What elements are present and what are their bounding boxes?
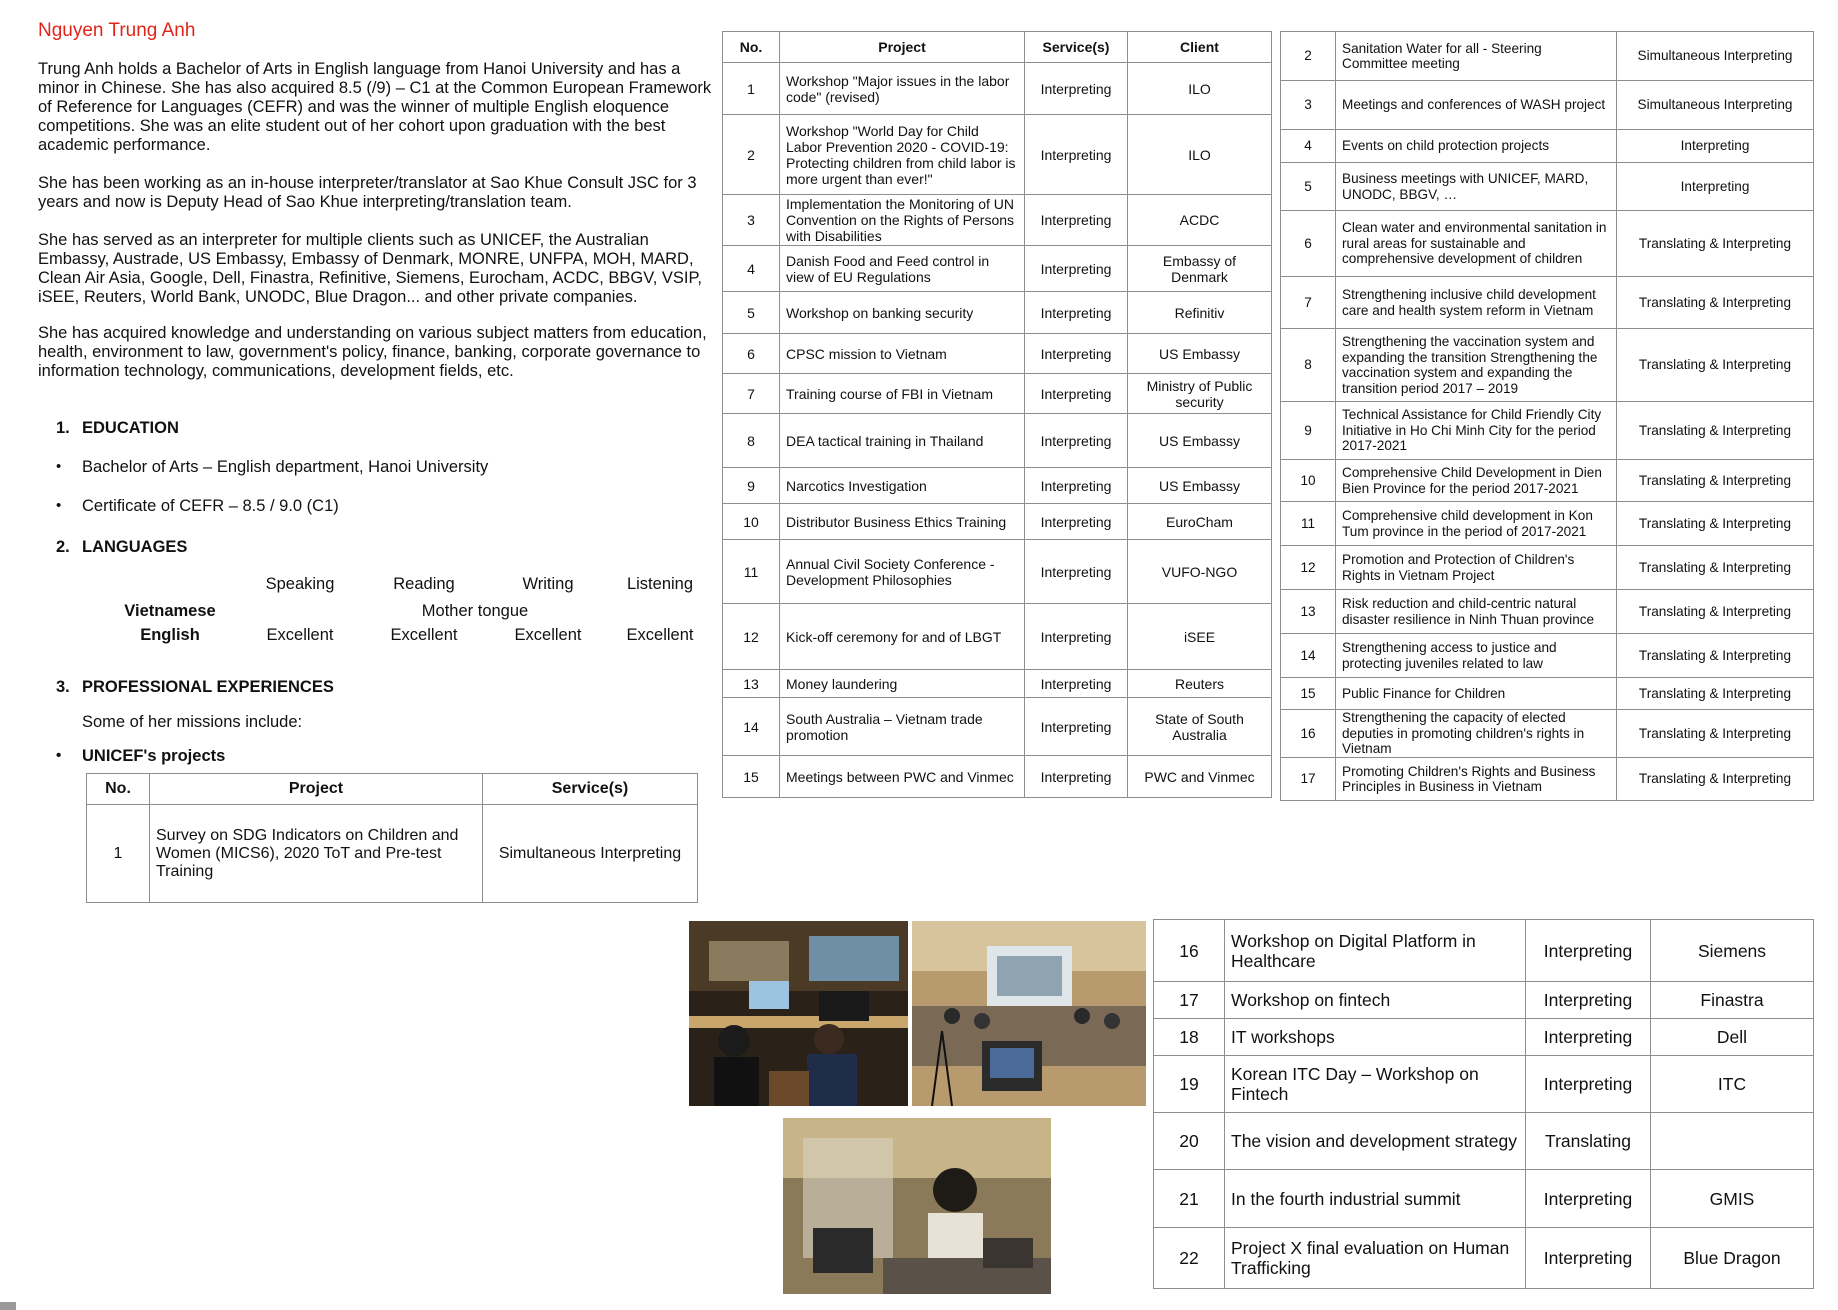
- table-row: [723, 604, 1272, 670]
- table-row: [723, 414, 1272, 468]
- table-row: [723, 195, 1272, 246]
- lang-header-writing: Writing: [522, 575, 574, 593]
- cell-project: Promotion and Protection of Children's Rights in Vietnam Project: [1336, 546, 1617, 590]
- photo-conference-room: [912, 921, 1146, 1106]
- cell-client: State of South Australia: [1128, 698, 1272, 756]
- table-row: [1154, 982, 1814, 1019]
- cell-service: Translating: [1526, 1113, 1651, 1170]
- cell-no: 14: [723, 698, 780, 756]
- table-row: [1281, 460, 1814, 502]
- table-header-row: [723, 32, 1272, 63]
- bio-paragraph-1: Trung Anh holds a Bachelor of Arts in English language from Hanoi University and has a minor in Chinese. She has also acquired 8.5 (/9) – C1 at the Common European Framework of Reference for Languages (CEFR) and was the winner of multiple English eloquence competitions. She was an elite student out of her cohort upon graduation with the best academic performance.: [38, 60, 712, 154]
- cell-project: Comprehensive child development in Kon Tum province in the period of 2017-2021: [1336, 502, 1617, 546]
- cell-no: 11: [723, 540, 780, 604]
- table-row: [1154, 1113, 1814, 1170]
- cell-service: Translating & Interpreting: [1617, 590, 1814, 634]
- cell-no: 8: [1281, 329, 1336, 402]
- cell-client: Dell: [1651, 1019, 1814, 1056]
- cell-client: US Embassy: [1128, 468, 1272, 504]
- cell-service: Interpreting: [1025, 115, 1128, 195]
- table-row: [87, 805, 698, 903]
- col-header-no: No.: [723, 32, 780, 63]
- cell-service: Simultaneous Interpreting: [483, 805, 698, 903]
- table-row: [1281, 590, 1814, 634]
- col-header-no: No.: [87, 774, 150, 805]
- cell-no: 2: [723, 115, 780, 195]
- cell-project: Implementation the Monitoring of UN Convention on the Rights of Persons with Disabilities: [780, 195, 1025, 246]
- cell-client: Blue Dragon: [1651, 1228, 1814, 1289]
- photo-interpreter-booth-pair: [689, 921, 908, 1106]
- cell-service: Interpreting: [1025, 292, 1128, 334]
- table-row: [1281, 81, 1814, 130]
- lang-header-listening: Listening: [626, 575, 694, 593]
- table-row: [723, 292, 1272, 334]
- cell-project: South Australia – Vietnam trade promotion: [780, 698, 1025, 756]
- lang-english-name: English: [140, 626, 200, 644]
- table-row: [723, 334, 1272, 374]
- table-row: [1154, 1056, 1814, 1113]
- cell-client: Finastra: [1651, 982, 1814, 1019]
- cell-no: 3: [1281, 81, 1336, 130]
- cell-no: 18: [1154, 1019, 1225, 1056]
- cell-no: 6: [1281, 211, 1336, 277]
- cell-service: Interpreting: [1617, 163, 1814, 211]
- cell-no: 21: [1154, 1170, 1225, 1228]
- cell-project: Workshop on banking security: [780, 292, 1025, 334]
- lang-english-reading: Excellent: [390, 626, 458, 644]
- cell-project: Comprehensive Child Development in Dien Bien Province for the period 2017-2021: [1336, 460, 1617, 502]
- cell-no: 17: [1154, 982, 1225, 1019]
- cell-no: 20: [1154, 1113, 1225, 1170]
- projects-table-continued: [1153, 919, 1814, 1289]
- cell-no: 11: [1281, 502, 1336, 546]
- cell-project: Events on child protection projects: [1336, 130, 1617, 163]
- cell-project: Strengthening inclusive child development care and health system reform in Vietnam: [1336, 277, 1617, 329]
- table-row: [723, 115, 1272, 195]
- cell-project: DEA tactical training in Thailand: [780, 414, 1025, 468]
- cell-service: Interpreting: [1025, 374, 1128, 414]
- table-row: [1281, 329, 1814, 402]
- section-number: 3.: [56, 678, 70, 696]
- cell-project: Business meetings with UNICEF, MARD, UNODC, BBGV, …: [1336, 163, 1617, 211]
- cell-no: 9: [723, 468, 780, 504]
- cell-no: 12: [1281, 546, 1336, 590]
- cell-project: Strengthening the vaccination system and expanding the transition Strengthening the vaccination system and expanding the transition period 2017 – 2019: [1336, 329, 1617, 402]
- cell-project: Promoting Children's Rights and Business Principles in Business in Vietnam: [1336, 758, 1617, 801]
- cell-no: 3: [723, 195, 780, 246]
- cell-service: Simultaneous Interpreting: [1617, 32, 1814, 81]
- col-header-project: Project: [150, 774, 483, 805]
- cell-no: 8: [723, 414, 780, 468]
- bio-paragraph-3: She has served as an interpreter for multiple clients such as UNICEF, the Australian Embassy, Austrade, US Embassy, Embassy of Denmark, MONRE, UNFPA, MOH, MARD, Clean Air Asia, Google, Dell, Finastra, Refinitive, Siemens, Eurocham, ACDC, BBGV, VSIP, iSEE, Reuters, World Bank, UNODC, Blue Dragon... and other private companies.: [38, 231, 702, 306]
- cell-no: 13: [1281, 590, 1336, 634]
- cell-client: ACDC: [1128, 195, 1272, 246]
- table-row: [1154, 920, 1814, 982]
- cell-no: 15: [1281, 678, 1336, 710]
- col-header-project: Project: [780, 32, 1025, 63]
- cell-project: Korean ITC Day – Workshop on Fintech: [1225, 1056, 1526, 1113]
- cell-service: Interpreting: [1526, 1228, 1651, 1289]
- cell-service: Translating & Interpreting: [1617, 546, 1814, 590]
- cell-no: 7: [1281, 277, 1336, 329]
- table-row: [1281, 32, 1814, 81]
- cell-service: Interpreting: [1025, 540, 1128, 604]
- cell-service: Interpreting: [1526, 1019, 1651, 1056]
- section-number: 1.: [56, 419, 70, 437]
- cell-project: In the fourth industrial summit: [1225, 1170, 1526, 1228]
- table-row: [1281, 634, 1814, 678]
- cell-no: 7: [723, 374, 780, 414]
- section-title: EDUCATION: [82, 419, 179, 437]
- cell-service: Interpreting: [1526, 920, 1651, 982]
- cell-project: Workshop "World Day for Child Labor Prevention 2020 - COVID-19: Protecting children from child labor is more urgent than ever!": [780, 115, 1025, 195]
- cell-service: Translating & Interpreting: [1617, 634, 1814, 678]
- cell-service: Interpreting: [1526, 982, 1651, 1019]
- cell-service: Translating & Interpreting: [1617, 678, 1814, 710]
- lang-header-speaking: Speaking: [265, 575, 335, 593]
- profile-name: Nguyen Trung Anh: [38, 20, 196, 41]
- table-row: [723, 670, 1272, 698]
- bio-paragraph-2: She has been working as an in-house interpreter/translator at Sao Khue Consult JSC for 3 years and now is Deputy Head of Sao Khue interpreting/translation team.: [38, 174, 697, 211]
- cell-client: ITC: [1651, 1056, 1814, 1113]
- cell-project: CPSC mission to Vietnam: [780, 334, 1025, 374]
- lang-english-listening: Excellent: [626, 626, 694, 644]
- cell-no: 4: [723, 246, 780, 292]
- cell-service: Translating & Interpreting: [1617, 277, 1814, 329]
- cell-client: VUFO-NGO: [1128, 540, 1272, 604]
- cell-client: US Embassy: [1128, 414, 1272, 468]
- cell-client: US Embassy: [1128, 334, 1272, 374]
- section-heading-experiences: [56, 678, 334, 697]
- education-item-degree: • Bachelor of Arts – English department, Hanoi University: [82, 458, 488, 477]
- table-row: [723, 504, 1272, 540]
- cell-service: Simultaneous Interpreting: [1617, 81, 1814, 130]
- photo-interpreter-headset: [783, 1118, 1051, 1294]
- cell-service: Interpreting: [1025, 334, 1128, 374]
- cell-project: Technical Assistance for Child Friendly City Initiative in Ho Chi Minh City for the period 2017-2021: [1336, 402, 1617, 460]
- cell-no: 10: [723, 504, 780, 540]
- section-heading-languages: [56, 538, 187, 557]
- cell-project: Kick-off ceremony for and of LBGT: [780, 604, 1025, 670]
- unicef-projects-table-continued: [1280, 31, 1814, 801]
- scrollbar-thumb[interactable]: [0, 1302, 16, 1310]
- cell-service: Interpreting: [1025, 670, 1128, 698]
- cell-service: Interpreting: [1025, 63, 1128, 115]
- cell-client: GMIS: [1651, 1170, 1814, 1228]
- cell-service: Translating & Interpreting: [1617, 710, 1814, 758]
- table-row: [723, 756, 1272, 798]
- cell-service: Interpreting: [1025, 246, 1128, 292]
- cell-no: 5: [1281, 163, 1336, 211]
- table-row: [1154, 1228, 1814, 1289]
- lang-header-reading: Reading: [393, 575, 455, 593]
- table-row: [1154, 1170, 1814, 1228]
- table-row: [723, 246, 1272, 292]
- table-row: [1281, 277, 1814, 329]
- cell-no: 4: [1281, 130, 1336, 163]
- cell-no: 1: [87, 805, 150, 903]
- cell-client: Embassy of Denmark: [1128, 246, 1272, 292]
- cell-service: Interpreting: [1526, 1056, 1651, 1113]
- cell-no: 5: [723, 292, 780, 334]
- cell-project: Annual Civil Society Conference - Development Philosophies: [780, 540, 1025, 604]
- table-row: [723, 374, 1272, 414]
- table-row: [1281, 710, 1814, 758]
- education-item-cefr: • Certificate of CEFR – 8.5 / 9.0 (C1): [82, 497, 339, 516]
- cell-project: Strengthening access to justice and protecting juveniles related to law: [1336, 634, 1617, 678]
- cell-no: 10: [1281, 460, 1336, 502]
- cell-project: Clean water and environmental sanitation in rural areas for sustainable and comprehensive development of children: [1336, 211, 1617, 277]
- table-row: [1281, 130, 1814, 163]
- cell-client: PWC and Vinmec: [1128, 756, 1272, 798]
- cell-project: Project X final evaluation on Human Trafficking: [1225, 1228, 1526, 1289]
- section-title: LANGUAGES: [82, 538, 188, 556]
- lang-vietnamese-name: Vietnamese: [124, 602, 216, 620]
- section-title: PROFESSIONAL EXPERIENCES: [82, 678, 334, 696]
- table-row: [1281, 211, 1814, 277]
- cell-project: Training course of FBI in Vietnam: [780, 374, 1025, 414]
- cell-no: 19: [1154, 1056, 1225, 1113]
- table-row: [723, 468, 1272, 504]
- cell-project: Risk reduction and child-centric natural disaster resilience in Ninh Thuan province: [1336, 590, 1617, 634]
- table-row: [1281, 678, 1814, 710]
- cell-project: Strengthening the capacity of elected deputies in promoting children's rights in Vietnam: [1336, 710, 1617, 758]
- cell-service: Interpreting: [1025, 195, 1128, 246]
- table-row: [723, 540, 1272, 604]
- cell-project: Money laundering: [780, 670, 1025, 698]
- cell-no: 9: [1281, 402, 1336, 460]
- cell-service: Translating & Interpreting: [1617, 329, 1814, 402]
- cell-project: Meetings between PWC and Vinmec: [780, 756, 1025, 798]
- cell-service: Translating & Interpreting: [1617, 211, 1814, 277]
- bio-paragraph-4: She has acquired knowledge and understanding on various subject matters from education, health, environment to law, government's policy, finance, banking, corporate governance to information technology, communications, development fields, etc.: [38, 324, 707, 380]
- cell-project: Workshop "Major issues in the labor code" (revised): [780, 63, 1025, 115]
- cell-service: Interpreting: [1025, 468, 1128, 504]
- lang-english-writing: Excellent: [514, 626, 582, 644]
- cell-service: Translating & Interpreting: [1617, 502, 1814, 546]
- lang-vietnamese-value: Mother tongue: [421, 602, 529, 620]
- col-header-service: Service(s): [483, 774, 698, 805]
- cell-project: Danish Food and Feed control in view of EU Regulations: [780, 246, 1025, 292]
- cell-project: Meetings and conferences of WASH project: [1336, 81, 1617, 130]
- cell-service: Interpreting: [1025, 504, 1128, 540]
- table-row: [1281, 502, 1814, 546]
- cell-service: Interpreting: [1025, 604, 1128, 670]
- table-row: [723, 698, 1272, 756]
- table-row: [1281, 758, 1814, 801]
- cell-service: Interpreting: [1526, 1170, 1651, 1228]
- cell-service: Interpreting: [1025, 414, 1128, 468]
- cell-service: Interpreting: [1025, 756, 1128, 798]
- cell-service: Translating & Interpreting: [1617, 758, 1814, 801]
- cell-service: Interpreting: [1617, 130, 1814, 163]
- cell-no: 14: [1281, 634, 1336, 678]
- cell-no: 1: [723, 63, 780, 115]
- cell-no: 12: [723, 604, 780, 670]
- cell-no: 15: [723, 756, 780, 798]
- table-row: [723, 63, 1272, 115]
- cell-client: Ministry of Public security: [1128, 374, 1272, 414]
- cell-client: Siemens: [1651, 920, 1814, 982]
- cell-no: 17: [1281, 758, 1336, 801]
- cell-no: 22: [1154, 1228, 1225, 1289]
- cell-no: 2: [1281, 32, 1336, 81]
- cell-no: 16: [1281, 710, 1336, 758]
- cell-client: ILO: [1128, 115, 1272, 195]
- cell-project: Workshop on Digital Platform in Healthcare: [1225, 920, 1526, 982]
- table-row: [1281, 546, 1814, 590]
- cell-project: Distributor Business Ethics Training: [780, 504, 1025, 540]
- table-row: [1154, 1019, 1814, 1056]
- cell-service: Translating & Interpreting: [1617, 460, 1814, 502]
- cell-service: Interpreting: [1025, 698, 1128, 756]
- cell-client: iSEE: [1128, 604, 1272, 670]
- cell-service: Translating & Interpreting: [1617, 402, 1814, 460]
- table-row: [1281, 402, 1814, 460]
- table-header-row: [87, 774, 698, 805]
- cell-project: Workshop on fintech: [1225, 982, 1526, 1019]
- cell-no: 6: [723, 334, 780, 374]
- cell-client: [1651, 1113, 1814, 1170]
- cell-project: The vision and development strategy: [1225, 1113, 1526, 1170]
- cell-project: IT workshops: [1225, 1019, 1526, 1056]
- cell-no: 16: [1154, 920, 1225, 982]
- cell-project: Survey on SDG Indicators on Children and Women (MICS6), 2020 ToT and Pre-test Training: [150, 805, 483, 903]
- col-header-service: Service(s): [1025, 32, 1128, 63]
- section-number: 2.: [56, 538, 70, 556]
- cell-client: Refinitiv: [1128, 292, 1272, 334]
- unicef-projects-table: [86, 773, 698, 903]
- cell-project: Sanitation Water for all - Steering Committee meeting: [1336, 32, 1617, 81]
- cell-client: Reuters: [1128, 670, 1272, 698]
- unicef-projects-heading: • UNICEF's projects: [82, 747, 225, 766]
- experience-intro: Some of her missions include:: [82, 713, 303, 731]
- lang-english-speaking: Excellent: [266, 626, 334, 644]
- cell-no: 13: [723, 670, 780, 698]
- col-header-client: Client: [1128, 32, 1272, 63]
- section-heading-education: [56, 419, 179, 438]
- cell-client: ILO: [1128, 63, 1272, 115]
- table-row: [1281, 163, 1814, 211]
- cell-client: EuroCham: [1128, 504, 1272, 540]
- cell-project: Public Finance for Children: [1336, 678, 1617, 710]
- projects-table: [722, 31, 1272, 798]
- cell-project: Narcotics Investigation: [780, 468, 1025, 504]
